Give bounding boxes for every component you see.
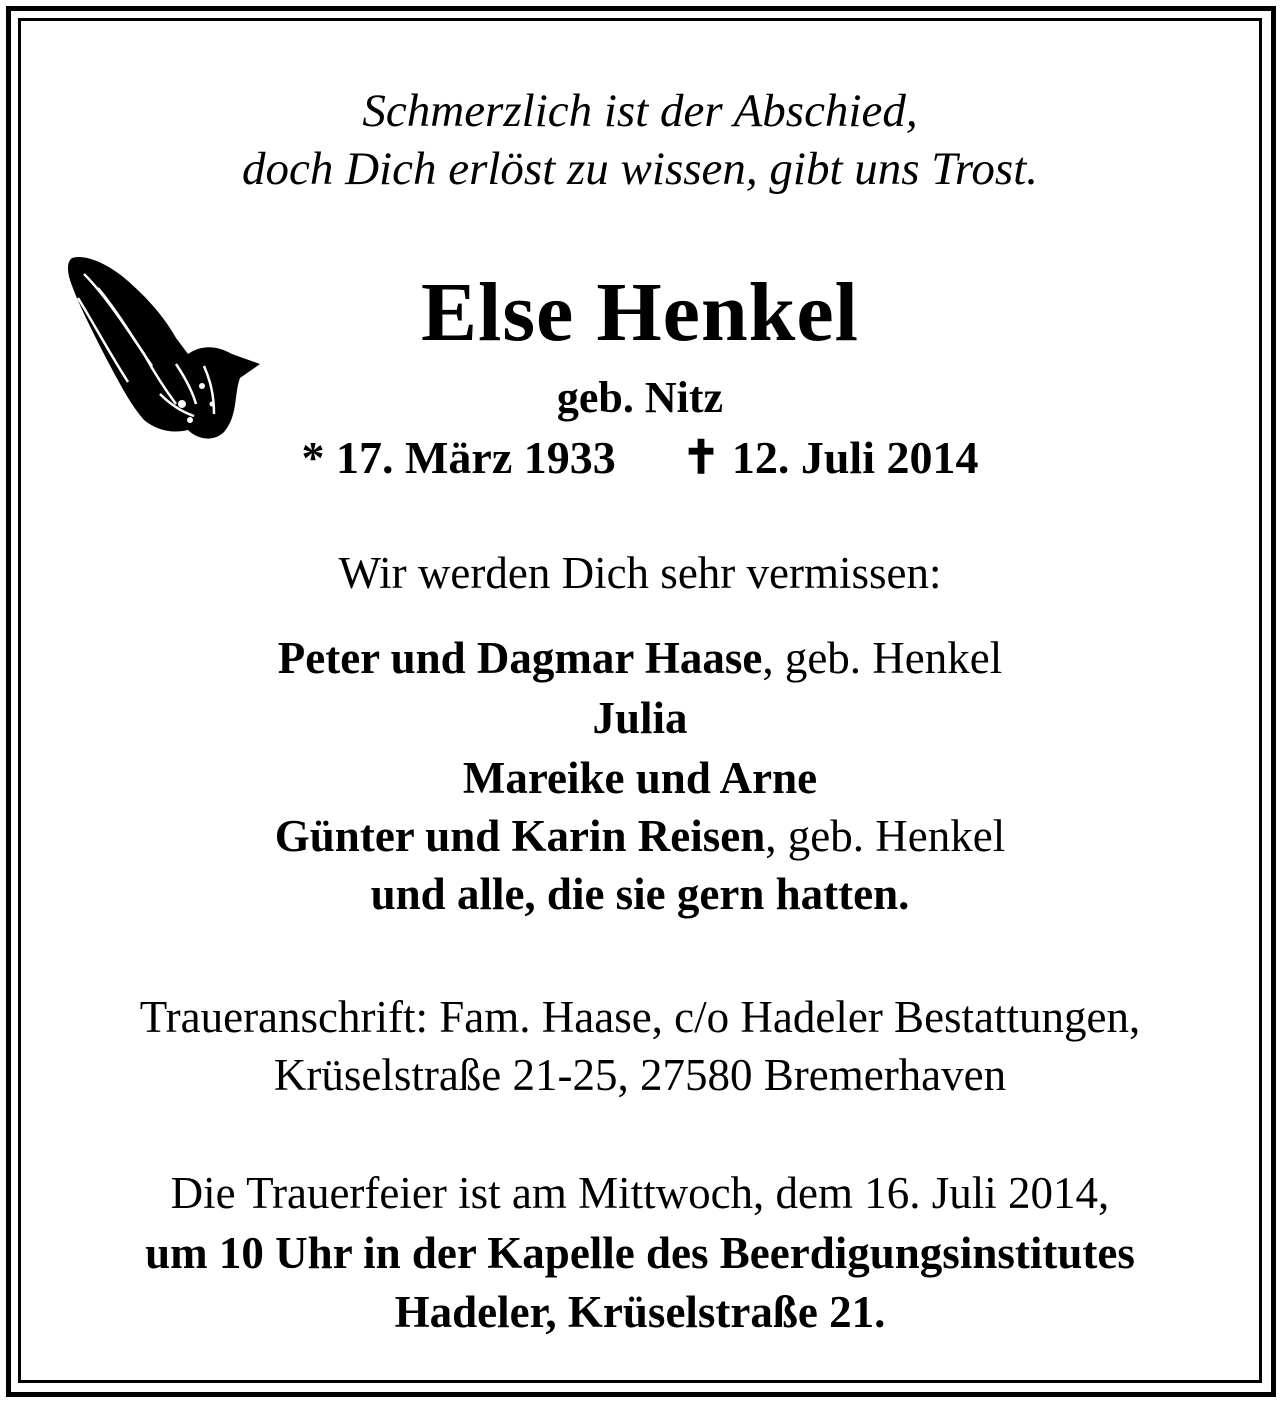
ceremony-line-3: Hadeler, Krüselstraße 21. (394, 1287, 886, 1337)
miss-line: Wir werden Dich sehr vermissen: (338, 548, 942, 598)
mourner-line (0, 810, 1280, 862)
death-date: ✝ 12. Juli 2014 (681, 432, 979, 483)
mourner-line (0, 752, 1280, 804)
deceased-name: Else Henkel (420, 266, 859, 359)
birth-date: * 17. März 1933 (301, 432, 616, 483)
mourner-name: Julia (592, 693, 688, 743)
motto-line-2: doch Dich erlöst zu wissen, gibt uns Trost. (241, 143, 1039, 195)
mourner-name: Günter und Karin Reisen (274, 811, 766, 861)
address-line-2: Krüselstraße 21-25, 27580 Bremerhaven (273, 1050, 1007, 1100)
mourner-line (0, 868, 1280, 920)
ceremony-line-1: Die Trauerfeier ist am Mittwoch, dem 16. Juli 2014, (170, 1168, 1110, 1218)
maiden-name: geb. Nitz (556, 373, 724, 422)
mourner-line (0, 632, 1280, 684)
life-dates (0, 430, 1280, 484)
mourner-name: Mareike und Arne (462, 753, 818, 803)
motto-line-1: Schmerzlich ist der Abschied, (362, 85, 918, 137)
mourner-line (0, 692, 1280, 744)
ceremony-line-2: um 10 Uhr in der Kapelle des Beerdigungsinstitutes (145, 1228, 1135, 1278)
mourner-name: Peter und Dagmar Haase (277, 633, 763, 683)
mourner-suffix: , geb. Henkel (765, 811, 1006, 861)
mourner-suffix: , geb. Henkel (762, 633, 1003, 683)
address-line-1: Traueranschrift: Fam. Haase, c/o Hadeler Bestattungen, (139, 992, 1141, 1042)
mourner-name: und alle, die sie gern hatten. (370, 869, 910, 919)
